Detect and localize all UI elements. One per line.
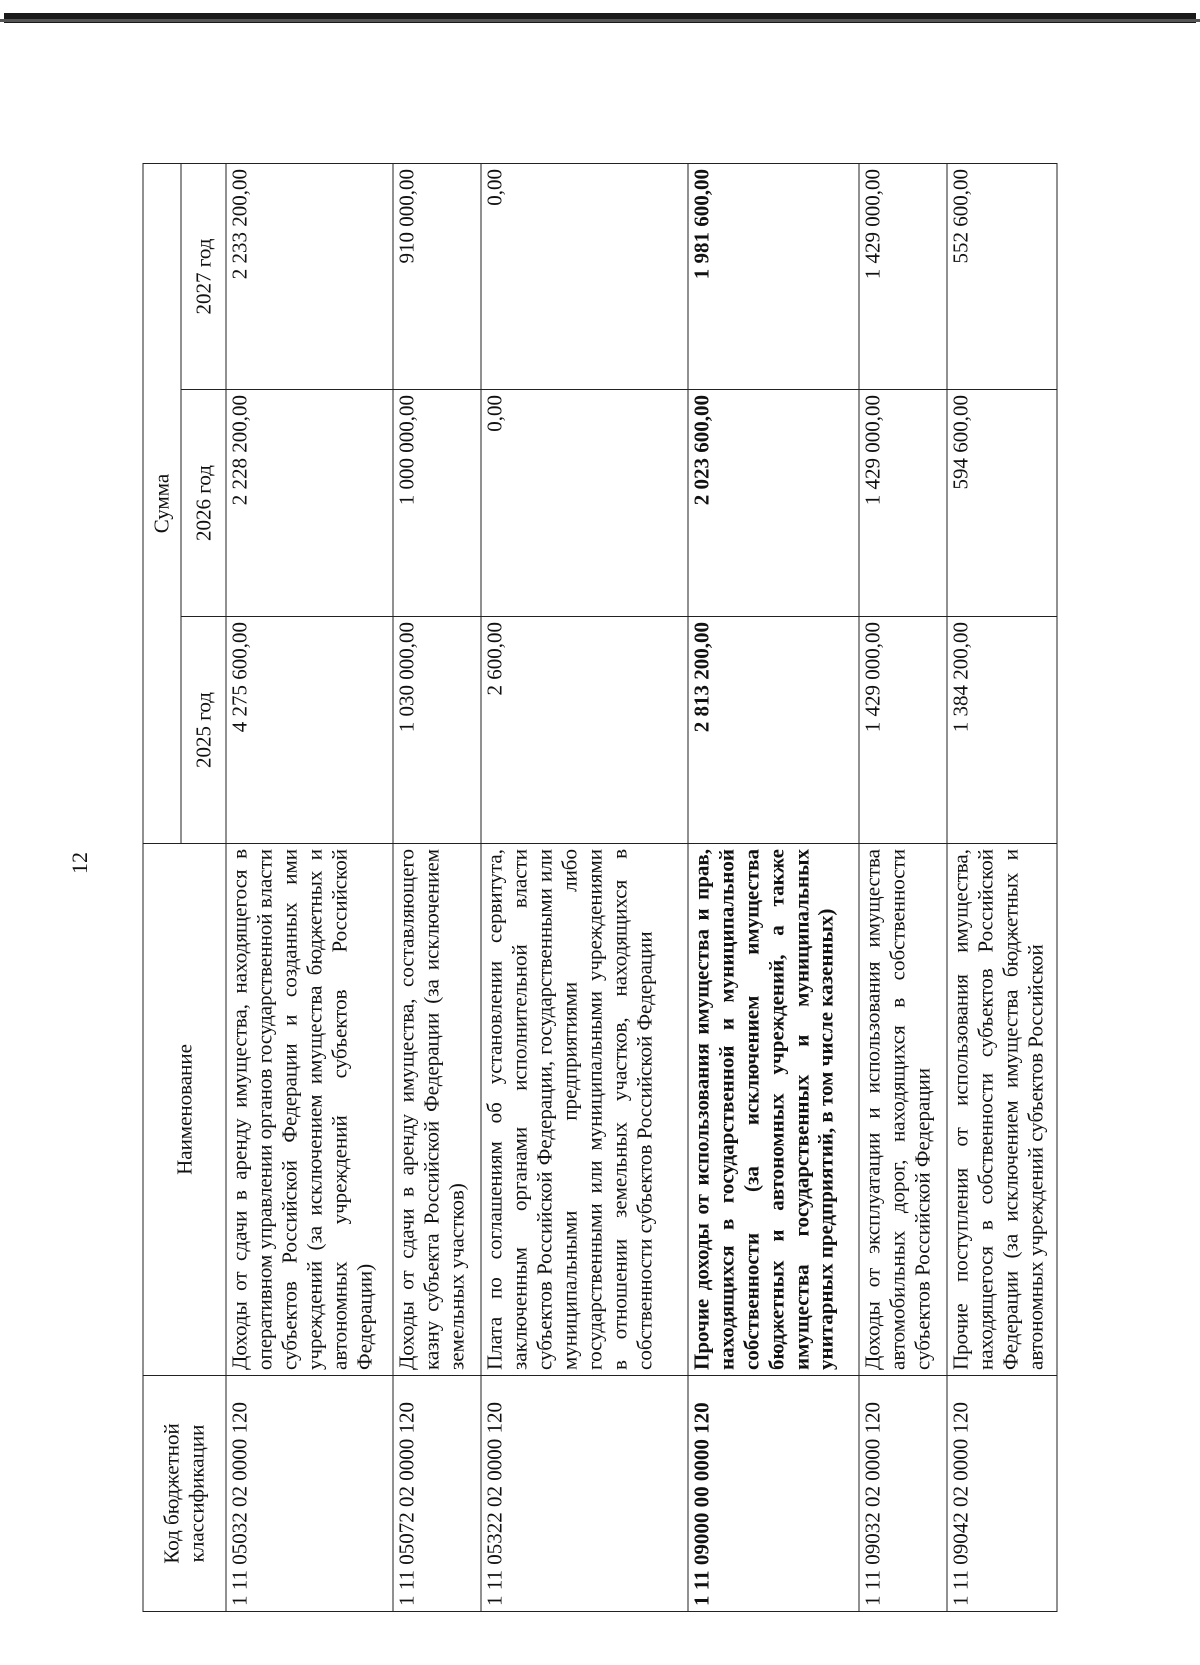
page-number: 12 bbox=[67, 852, 92, 874]
row-value-2027: 552 600,00 bbox=[947, 163, 1057, 389]
header-name: Наименование bbox=[143, 844, 226, 1376]
row-code: 1 11 05072 02 0000 120 bbox=[393, 1376, 481, 1612]
header-sum: Сумма bbox=[143, 163, 181, 843]
row-value-2025: 1 030 000,00 bbox=[393, 617, 481, 844]
row-name: Доходы от эксплуатации и использования имущества автомобильных дорог, находящихся в собственности субъектов Российской Федерации bbox=[859, 844, 947, 1376]
row-value-2025: 1 384 200,00 bbox=[947, 617, 1057, 844]
row-value-2027: 1 981 600,00 bbox=[688, 163, 859, 389]
row-value-2027: 1 429 000,00 bbox=[859, 163, 947, 389]
header-code: Код бюджетной классификации bbox=[143, 1376, 226, 1612]
row-name: Доходы от сдачи в аренду имущества, находящегося в оперативном управлении органов государственной власти субъектов Российской Федерации и созданных ими учреждений (за исключением имущества бюджетных и автономных учреждений субъектов Российской Федерации) bbox=[226, 844, 393, 1376]
row-name: Плата по соглашениям об установлении сервитута, заключенным органами исполнительной власти субъектов Российской Федерации, государственными или муниципальными предприятиями либо государственными или муниципальными учреждениями в отношении земельных участков, находящихся в собственности субъектов Российской Федерации bbox=[481, 844, 688, 1376]
row-value-2027: 0,00 bbox=[481, 163, 688, 389]
row-value-2025: 4 275 600,00 bbox=[226, 617, 393, 844]
row-code: 1 11 05322 02 0000 120 bbox=[481, 1376, 688, 1612]
header-year-2026: 2026 год bbox=[181, 390, 226, 617]
row-code: 1 11 05032 02 0000 120 bbox=[226, 1376, 393, 1612]
row-code: 1 11 09000 00 0000 120 bbox=[688, 1376, 859, 1612]
row-value-2025: 2 813 200,00 bbox=[688, 617, 859, 844]
table-row bbox=[393, 163, 481, 1611]
table-row bbox=[859, 163, 947, 1611]
row-value-2026: 0,00 bbox=[481, 390, 688, 617]
row-value-2025: 2 600,00 bbox=[481, 617, 688, 844]
row-value-2027: 910 000,00 bbox=[393, 163, 481, 389]
row-code: 1 11 09032 02 0000 120 bbox=[859, 1376, 947, 1612]
row-name: Прочие доходы от использования имущества и прав, находящихся в государственной и муниципальной собственности (за исключением имущества бюджетных и автономных учреждений, а также имущества государственных и муниципальных унитарных предприятий, в том числе казенных) bbox=[688, 844, 859, 1376]
table-row bbox=[688, 163, 859, 1611]
row-value-2026: 1 000 000,00 bbox=[393, 390, 481, 617]
row-value-2027: 2 233 200,00 bbox=[226, 163, 393, 389]
row-name: Прочие поступления от использования имущества, находящегося в собственности субъектов Российской Федерации (за исключением имущества бюджетных и автономных учреждений субъектов Российской bbox=[947, 844, 1057, 1376]
table-row bbox=[481, 163, 688, 1611]
row-name: Доходы от сдачи в аренду имущества, составляющего казну субъекта Российской Федерации (за исключением земельных участков) bbox=[393, 844, 481, 1376]
row-value-2025: 1 429 000,00 bbox=[859, 617, 947, 844]
scan-top-edge-shadow bbox=[0, 19, 1200, 22]
header-year-2025: 2025 год bbox=[181, 617, 226, 844]
budget-revenue-table bbox=[143, 163, 1058, 1612]
row-value-2026: 2 023 600,00 bbox=[688, 390, 859, 617]
header-year-2027: 2027 год bbox=[181, 163, 226, 389]
row-code: 1 11 09042 02 0000 120 bbox=[947, 1376, 1057, 1612]
row-value-2026: 594 600,00 bbox=[947, 390, 1057, 617]
table-row bbox=[226, 163, 393, 1611]
row-value-2026: 1 429 000,00 bbox=[859, 390, 947, 617]
rotated-table-wrapper bbox=[143, 164, 1058, 1612]
table-row bbox=[947, 163, 1057, 1611]
row-value-2026: 2 228 200,00 bbox=[226, 390, 393, 617]
